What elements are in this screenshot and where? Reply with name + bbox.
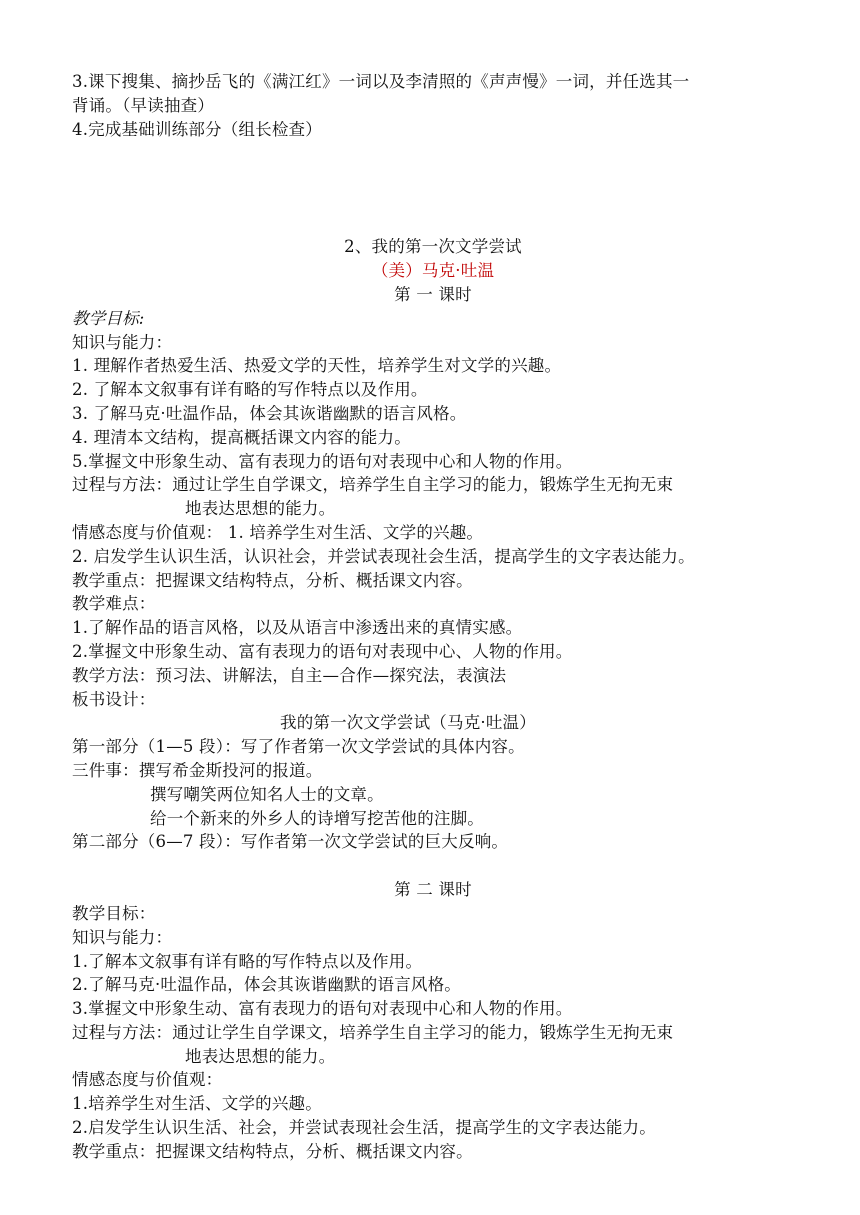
period-1-difficulty-item: 2.掌握文中形象生动、富有表现力的语句对表现中心、人物的作用。 [72,641,573,661]
board-part-2: 第二部分（6—7 段）：写作者第一次文学尝试的巨大反响。 [72,832,509,852]
period-1-process-line-2: 地表达思想的能力。 [185,499,336,519]
period-1-emotion-line-2: 2. 启发学生认识生活，认识社会，并尝试表现社会生活，提高学生的文字表达能力。 [72,546,695,566]
period-1-knowledge-label: 知识与能力： [72,332,173,352]
period-2-process-line-1: 过程与方法：通过让学生自学课文，培养学生自主学习的能力，锻炼学生无拘无束 [72,1022,674,1042]
homework-item-3-line-1: 3.课下搜集、摘抄岳飞的《满江红》一词以及李清照的《声声慢》一词，并任选其一 [72,72,690,91]
period-1-process-line-1: 过程与方法：通过让学生自学课文，培养学生自主学习的能力，锻炼学生无拘无束 [72,475,674,495]
board-three-things-1: 三件事：撰写希金斯投河的报道。 [72,760,323,780]
document-page [72,70,794,1164]
period-2-emotion-label: 情感态度与价值观： [72,1070,223,1090]
period-2-key-point: 教学重点：把握课文结构特点，分析、概括课文内容。 [72,1141,473,1161]
period-2-knowledge-item: 1.了解本文叙事有详有略的写作特点以及作用。 [72,951,423,971]
period-1-emotion-line-1: 情感态度与价值观： 1. 培养学生对生活、文学的兴趣。 [72,522,484,542]
period-2-knowledge-item: 3.掌握文中形象生动、富有表现力的语句对表现中心和人物的作用。 [72,999,573,1019]
period-1-difficulty-item: 1.了解作品的语言风格，以及从语言中渗透出来的真情实感。 [72,618,523,638]
period-1-knowledge-item: 3. 了解马克·吐温作品，体会其诙谐幽默的语言风格。 [72,403,467,423]
period-1-method: 教学方法：预习法、讲解法，自主—合作—探究法，表演法 [72,665,507,685]
period-1-goals-label: 教学目标: [72,308,145,328]
board-three-things-3: 给一个新来的外乡人的诗增写挖苦他的注脚。 [150,808,484,828]
period-2-knowledge-item: 2.了解马克·吐温作品，体会其诙谐幽默的语言风格。 [72,975,461,995]
period-1-heading: 第 一 课时 [394,284,472,304]
board-design-title: 我的第一次文学尝试（马克·吐温） [280,713,536,733]
period-1-board-label: 板书设计： [72,689,156,709]
lesson-author: （美）马克·吐温 [371,261,495,281]
period-2-emotion-item: 2.启发学生认识生活、社会，并尝试表现社会生活，提高学生的文字表达能力。 [72,1118,656,1138]
period-1-difficulty-label: 教学难点： [72,594,156,614]
board-part-1: 第一部分（1—5 段）：写了作者第一次文学尝试的具体内容。 [72,737,525,757]
homework-item-3-line-2: 背诵。（早读抽查） [72,95,215,115]
period-1-key-point: 教学重点：把握课文结构特点，分析、概括课文内容。 [72,570,473,590]
period-2-emotion-item: 1.培养学生对生活、文学的兴趣。 [72,1094,322,1114]
period-1-knowledge-item: 5.掌握文中形象生动、富有表现力的语句对表现中心和人物的作用。 [72,451,573,471]
period-1-knowledge-item: 2. 了解本文叙事有详有略的写作特点以及作用。 [72,380,428,400]
homework-item-4: 4.完成基础训练部分（组长检查） [72,119,322,139]
board-three-things-2: 撰写嘲笑两位知名人士的文章。 [150,784,384,804]
period-2-heading: 第 二 课时 [394,880,472,900]
period-2-process-line-2: 地表达思想的能力。 [185,1046,336,1066]
period-1-knowledge-item: 1. 理解作者热爱生活、热爱文学的天性，培养学生对文学的兴趣。 [72,356,562,376]
period-2-goals-label: 教学目标： [72,903,156,923]
lesson-title: 2、我的第一次文学尝试 [344,237,522,257]
period-2-knowledge-label: 知识与能力： [72,927,173,947]
period-1-knowledge-item: 4. 理清本文结构，提高概括课文内容的能力。 [72,427,411,447]
